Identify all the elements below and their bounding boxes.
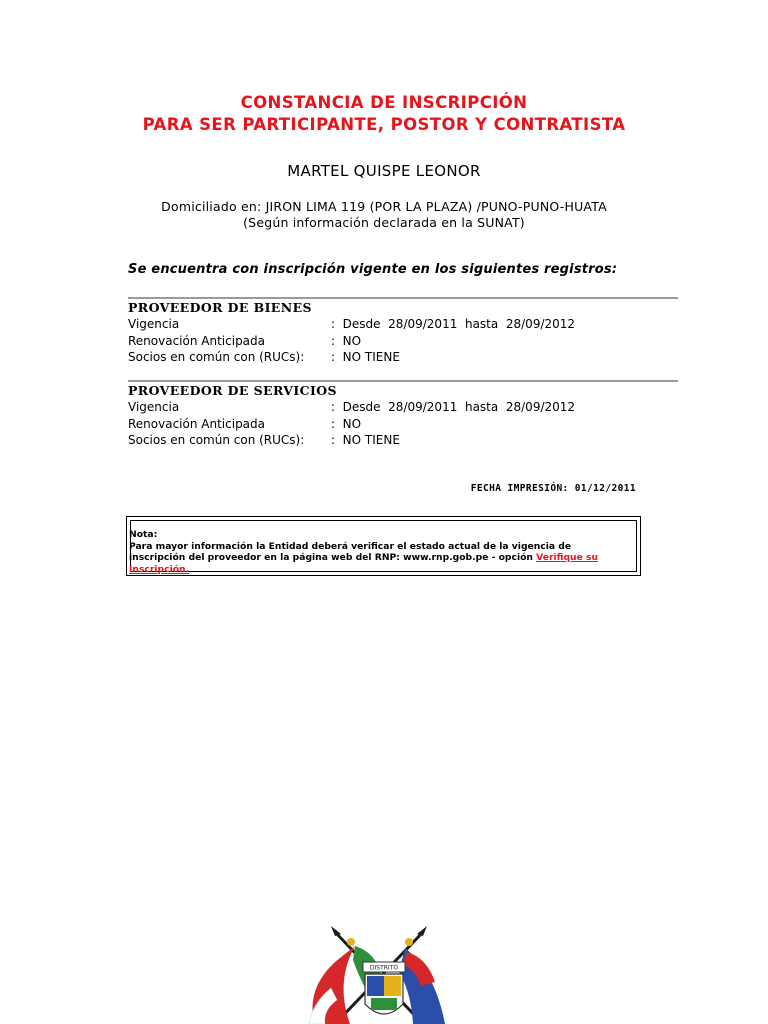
holder-name: MARTEL QUISPE LEONOR bbox=[287, 162, 481, 180]
shield-quarter bbox=[371, 998, 397, 1010]
row-value: : NO TIENE bbox=[331, 350, 400, 364]
section-divider bbox=[128, 380, 678, 382]
row-label: Socios en común con (RUCs): bbox=[128, 350, 305, 364]
row-label: Socios en común con (RUCs): bbox=[128, 433, 305, 447]
district-emblem bbox=[295, 912, 475, 1024]
row-value: : Desde 28/09/2011 hasta 28/09/2012 bbox=[331, 317, 576, 331]
address-line: Domiciliado en: JIRON LIMA 119 (POR LA PLAZA) /PUNO-PUNO-HUATA bbox=[161, 199, 607, 214]
lance-tip-right bbox=[417, 926, 427, 936]
section-divider bbox=[128, 297, 678, 299]
row-label: Renovación Anticipada bbox=[128, 416, 266, 431]
row-renovacion bbox=[128, 333, 678, 350]
shield-quarter bbox=[367, 976, 384, 996]
section-proveedor-bienes bbox=[128, 297, 678, 366]
row-socios bbox=[128, 432, 678, 449]
note-text bbox=[129, 529, 629, 575]
tassel bbox=[347, 938, 355, 946]
row-value: : Desde 28/09/2011 hasta 28/09/2012 bbox=[331, 400, 576, 414]
document-title-line2: PARA SER PARTICIPANTE, POSTOR Y CONTRATISTA bbox=[142, 115, 626, 134]
address-note: (Según información declarada en la SUNAT) bbox=[243, 215, 525, 230]
note-heading: Nota: bbox=[129, 529, 158, 540]
row-vigencia bbox=[128, 399, 678, 416]
note-box bbox=[126, 516, 641, 576]
row-label: Vigencia bbox=[128, 400, 180, 414]
shield-quarter bbox=[384, 976, 401, 996]
row-label: Vigencia bbox=[128, 317, 180, 331]
row-value: : NO bbox=[331, 333, 362, 348]
emblem-banner-text: DISTRITO bbox=[369, 964, 399, 972]
note-body: Para mayor información la Entidad deberá verificar el estado actual de la vigencia de inscripción del proveedor en la página web del RNP: www.rnp.gob.pe - opción bbox=[129, 540, 572, 563]
row-label: Renovación Anticipada bbox=[128, 333, 266, 348]
row-renovacion bbox=[128, 416, 678, 433]
print-date: FECHA IMPRESIÓN: 01/12/2011 bbox=[470, 483, 636, 494]
verify-inscription-link[interactable]: Verifique su Inscripción. bbox=[129, 552, 599, 575]
row-value: : NO TIENE bbox=[331, 433, 400, 447]
document-title-line1: CONSTANCIA DE INSCRIPCIÓN bbox=[240, 93, 528, 112]
tassel bbox=[405, 938, 413, 946]
lance-tip-left bbox=[331, 926, 341, 936]
section-proveedor-servicios bbox=[128, 380, 678, 449]
section-title: PROVEEDOR DE BIENES bbox=[128, 300, 312, 315]
row-value: : NO bbox=[331, 416, 362, 431]
registration-intro: Se encuentra con inscripción vigente en los siguientes registros: bbox=[128, 262, 618, 277]
section-title: PROVEEDOR DE SERVICIOS bbox=[128, 383, 337, 398]
row-socios bbox=[128, 349, 678, 366]
row-vigencia bbox=[128, 316, 678, 333]
